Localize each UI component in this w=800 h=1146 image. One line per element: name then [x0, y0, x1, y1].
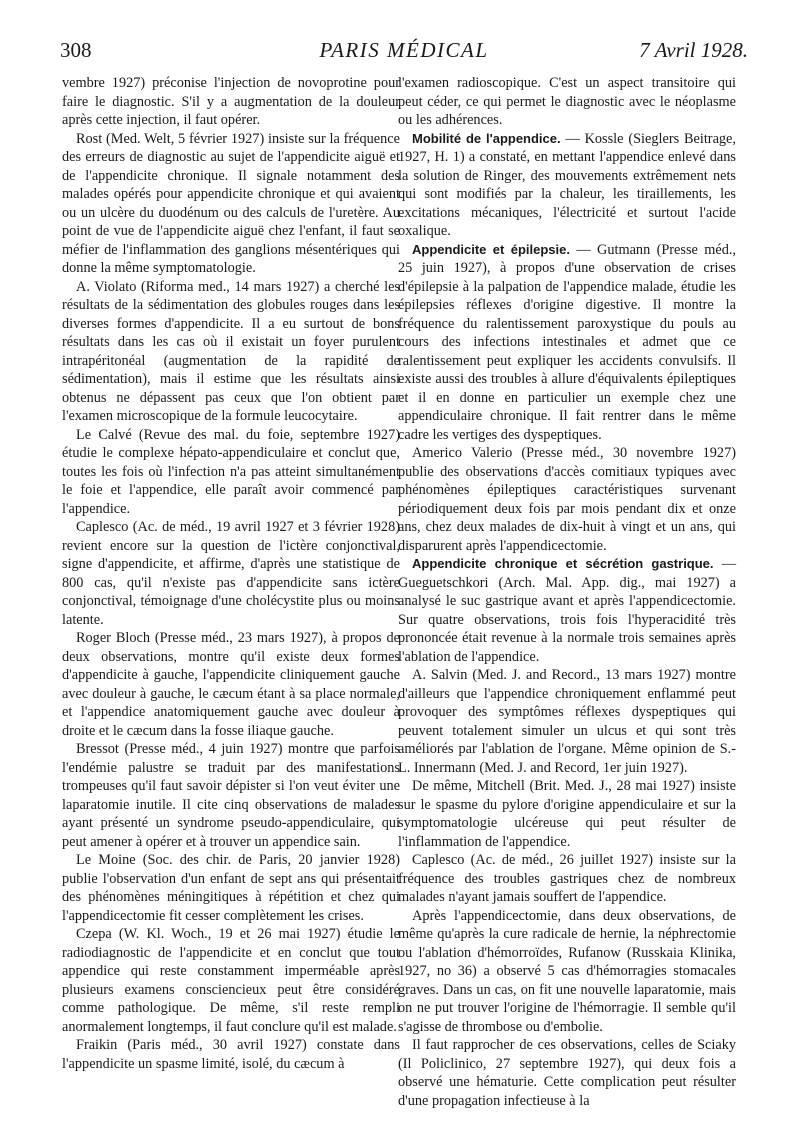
paragraph-text: De même, Mitchell (Brit. Med. J., 28 mai 1927) insiste sur le spasme du pylore d'origine appendiculaire et sur la symptomatologie ulcéreuse qui peut résulter de l'inflammation de l'appendice. — [398, 778, 736, 850]
journal-title: PARIS MÉDICAL — [319, 38, 489, 62]
paragraph — [62, 130, 400, 278]
paragraph — [398, 1036, 736, 1110]
section-heading: Mobilité de l'appendice. — [412, 130, 561, 146]
paragraph-text: Rost (Med. Welt, 5 février 1927) insiste sur la fréquence des erreurs de diagnostic au sujet de l'appendicite aiguë et de l'appendicite chronique. Il signale notamment des malades opérés pour appendicite chronique et qui avaient ou un ulcère du duodénum ou des calculs de l'uretère. Au point de vue de l'appendicite aiguë chez l'enfant, il faut se méfier de l'inflammation des ganglions mésentériques qui donne la même symptomatologie. — [62, 130, 400, 276]
paragraph — [62, 278, 400, 426]
paragraph-text: Le Calvé (Revue des mal. du foie, septembre 1927) étudie le complexe hépato-appendiculaire et conclut que, toutes les fois où l'infection n'a pas atteint simultanément le foie et l'appendice, elle paraît avoir commencé par l'appendice. — [62, 426, 400, 517]
paragraph-text: Après l'appendicectomie, dans deux observations, de même qu'après la cure radicale de hernie, la néphrectomie ou l'ablation d'hémorroïdes, Rufanow (Russkaia Klinika, 1927, no 36) a observé 5 cas d'hémorragies stomacales graves. Dans un cas, on fit une nouvelle laparatomie, mais on ne put trouver l'origine de l'hémorragie. Il semble qu'il s'agisse de thrombose ou d'embolie. — [398, 907, 736, 1035]
running-header — [60, 38, 748, 72]
paragraph — [62, 518, 400, 629]
section-paragraph — [398, 241, 736, 445]
paragraph — [398, 666, 736, 777]
paragraph-text: vembre 1927) préconise l'injection de novoprotine pour faire le diagnostic. S'il y a augmentation de la douleur après cette injection, il faut opérer. — [62, 75, 400, 128]
section-heading: Appendicite et épilepsie. — [412, 241, 570, 257]
page-number: 308 — [60, 38, 92, 62]
paragraph-text: Bressot (Presse méd., 4 juin 1927) montre que parfois l'endémie palustre se traduit par des manifestations trompeuses qu'il faut savoir dépister si l'on veut éviter une laparatomie inutile. Il cite cinq observations de malades ayant présenté un syndrome pseudo-appendiculaire, qui peut amener à opérer et à trouver un appendice sain. — [62, 741, 400, 850]
paragraph-text: — Kossle (Sieglers Beitrage, 1927, H. 1) a constaté, en mettant l'appendice enlevé dans la solution de Ringer, des mouvements extrêmement nets qui sont modifiés par la chaleur, les tiraillements, les excitations mécaniques, l'électricité et surtout l'acide oxalique. — [398, 130, 736, 239]
paragraph — [398, 777, 736, 851]
paragraph-text: A. Violato (Riforma med., 14 mars 1927) a cherché les résultats de la sédimentation des globules rouges dans les diverses formes d'appendicite. Il a eu surtout de bons résultats dans les cas où il existait un foyer purulent intrapéritonéal (augmentation de la rapidité de sédimentation), mais il estime que les résultats ainsi obtenus ne dépassent pas ceux que l'on obtient par l'examen microscopique de la formule leucocytaire. — [62, 278, 400, 424]
paragraph-text: Il faut rapprocher de ces observations, celles de Sciaky (Il Policlinico, 27 septembre 1927), qui deux fois a observé une hématurie. Cette complication peut résulter d'une propagation infectieuse à la — [398, 1037, 736, 1109]
paragraph-text: Czepa (W. Kl. Woch., 19 et 26 mai 1927) étudie le radiodiagnostic de l'appendicite et en conclut que tout appendice qui reste constamment imperméable après plusieurs examens consciencieux peut être considéré comme pathologique. De même, s'il reste rempli anormalement longtemps, il faut conclure qu'il est malade. — [62, 926, 400, 1035]
paragraph-text: Caplesco (Ac. de méd., 26 juillet 1927) insiste sur la fréquence des troubles gastriques chez de nombreux malades n'ayant jamais souffert de l'appendice. — [398, 852, 736, 905]
paragraph-text: Roger Bloch (Presse méd., 23 mars 1927), à propos de deux observations, montre qu'il existe deux formes d'appendicite à gauche, l'appendicite cliniquement gauche avec douleur à gauche, le cæcum étant à sa place normale, et l'appendice anatomiquement gauche avec douleur à droite et le cæcum dans la fosse iliaque gauche. — [62, 630, 400, 739]
paragraph-text: l'examen radioscopique. C'est un aspect transitoire qui peut céder, ce qui permet le diagnostic avec le néoplasme ou les adhérences. — [398, 75, 736, 128]
paragraph — [398, 907, 736, 1037]
paragraph — [398, 851, 736, 907]
paragraph — [62, 740, 400, 851]
paragraph — [62, 74, 400, 130]
section-paragraph — [398, 130, 736, 241]
paragraph — [62, 629, 400, 740]
paragraph — [62, 1036, 400, 1073]
paragraph-text: Le Moine (Soc. des chir. de Paris, 20 janvier 1928) publie l'observation d'un enfant de sept ans qui présentait des phénomènes méningitiques à répétition et chez qui l'appendicectomie fit cesser complètement les crises. — [62, 852, 400, 924]
left-column — [62, 74, 400, 1073]
paragraph-text: — Gutmann (Presse méd., 25 juin 1927), à propos d'une observation de crises d'épilepsie à la palpation de l'appendice malade, étudie les épilepsies réflexes d'origine digestive. Il montre la fréquence du ralentissement paroxystique du pouls au cours des infections intestinales et admet que ce ralentissement peut expliquer les accidents convulsifs. Il existe aussi des troubles à allure d'équivalents épileptiques et il en donne en particulier un exemple chez une appendiculaire chronique. Il fait rentrer dans le même cadre les vertiges des dyspeptiques. — [398, 241, 736, 443]
paragraph-text: Caplesco (Ac. de méd., 19 avril 1927 et 3 février 1928) revient encore sur la question de l'ictère conjonctival, signe d'appendicite, et affirme, d'après une statistique de 800 cas, qu'il n'existe pas d'appendicite sans ictère conjonctival, témoignage d'une cholécystite plus ou moins latente. — [62, 519, 400, 628]
right-column — [398, 74, 736, 1110]
paragraph-text: Americo Valerio (Presse méd., 30 novembre 1927) publie des observations d'accès comitiaux typiques avec phénomènes épileptiques caractéristiques survenant périodiquement deux fois par mois pendant dix et onze ans, chez deux malades de dix-huit à vingt et un ans, qui disparurent après l'appendicectomie. — [398, 445, 736, 554]
section-heading: Appendicite chronique et sécrétion gastrique. — [412, 556, 714, 571]
paragraph — [398, 444, 736, 555]
section-paragraph — [398, 555, 736, 666]
paragraph-text: A. Salvin (Med. J. and Record., 13 mars 1927) montre d'ailleurs que l'appendice chroniquement enflammé peut provoquer des symptômes réflexes dyspeptiques qui peuvent totalement simuler un ulcus et qui sont très améliorés par l'ablation de l'organe. Même opinion de S.-L. Innermann (Med. J. and Record, 1er juin 1927). — [398, 667, 736, 776]
paragraph — [62, 851, 400, 925]
paragraph — [62, 426, 400, 519]
paragraph — [398, 74, 736, 130]
paragraph — [62, 925, 400, 1036]
paragraph-text: — Gueguetschkori (Arch. Mal. App. dig., mai 1927) a analysé le suc gastrique avant et après l'appendicectomie. Sur quatre observations, trois fois l'hyperacidité très prononcée était revenue à la normale trois semaines après l'ablation de l'appendice. — [398, 556, 736, 665]
paragraph-text: Fraikin (Paris méd., 30 avril 1927) constate dans l'appendicite un spasme limité, isolé, du cæcum à — [62, 1037, 400, 1072]
issue-date: 7 Avril 1928. — [639, 38, 748, 62]
